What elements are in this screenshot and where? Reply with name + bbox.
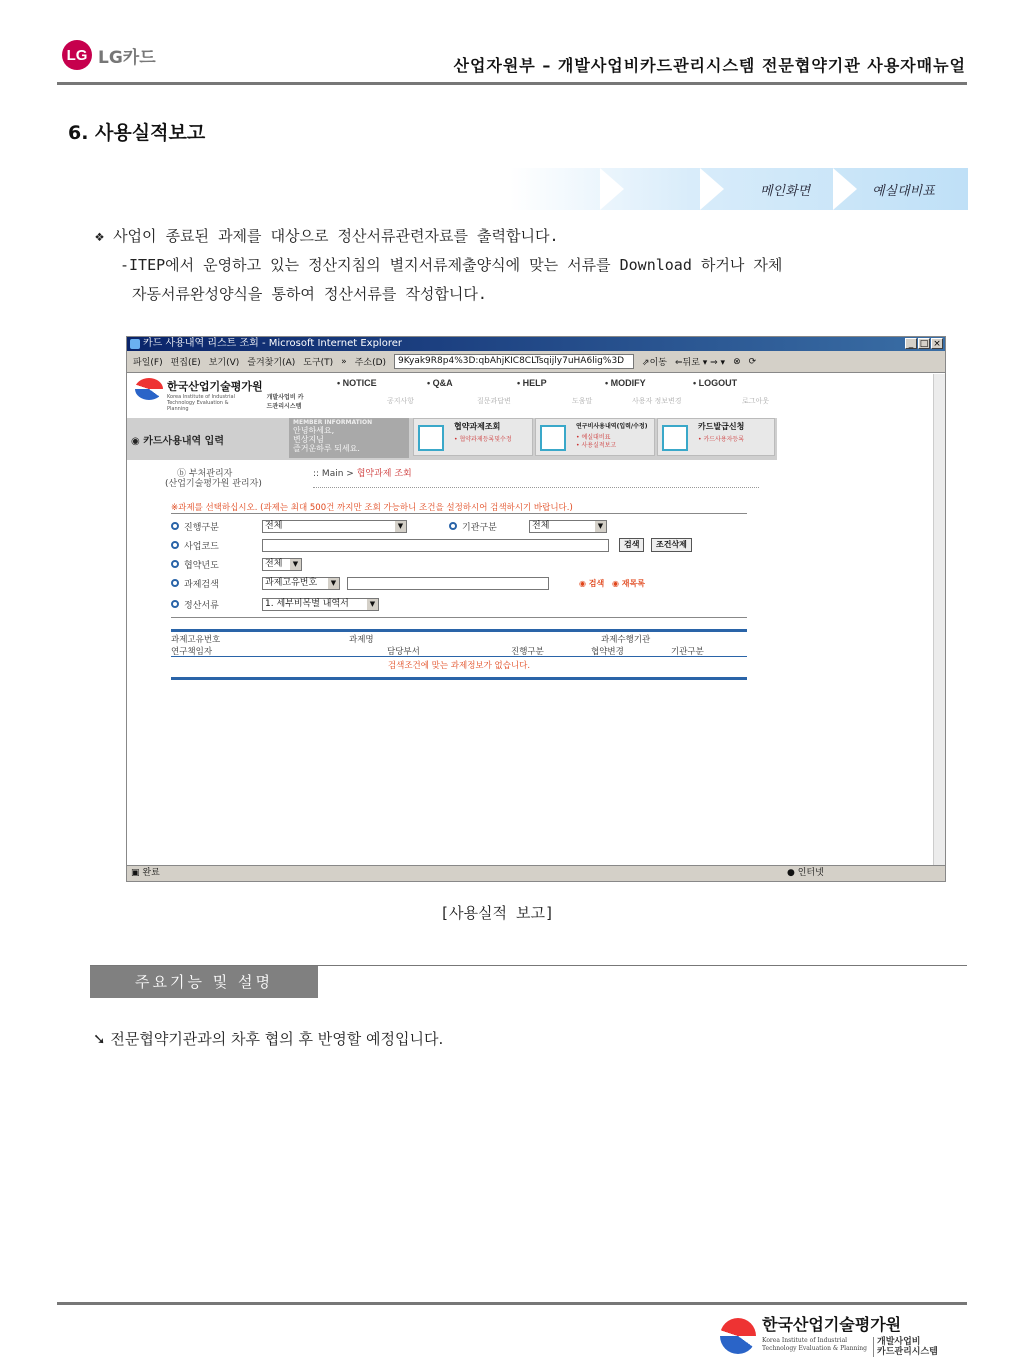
dropdown-arrow-icon: ▼ bbox=[595, 521, 606, 532]
agency-select[interactable]: 전체 ▼ bbox=[529, 520, 607, 533]
browser-status-bar bbox=[127, 865, 945, 881]
status-done: 완료 bbox=[142, 868, 160, 878]
crumb-main[interactable]: :: Main > bbox=[313, 469, 354, 479]
stop-icon[interactable]: ⊗ bbox=[733, 356, 741, 367]
maximize-icon[interactable]: □ bbox=[919, 339, 929, 349]
breadcrumb-current: 예실대비표 bbox=[872, 184, 935, 199]
year-select[interactable]: 전체 ▼ bbox=[262, 558, 302, 571]
description-line-2: -ITEP에서 운영하고 있는 정산지침의 별지서류제출양식에 맞는 서류를 Download 하거나 자체 bbox=[120, 256, 783, 274]
table-top-border bbox=[171, 629, 747, 632]
radio-dot-icon bbox=[171, 560, 179, 568]
ie-icon bbox=[130, 339, 140, 349]
status-select[interactable]: 전체 ▼ bbox=[262, 520, 407, 533]
table-header-row-1 bbox=[171, 633, 747, 644]
year-row bbox=[171, 555, 219, 573]
col-task-id: 과제고유번호 bbox=[171, 635, 221, 645]
site-org-en: Korea Institute of Industrial Technology Evaluation & Planning bbox=[167, 394, 235, 412]
menu-view[interactable]: 보기(V) bbox=[208, 358, 240, 368]
agency-label: 기관구분 bbox=[462, 522, 497, 533]
code-input[interactable] bbox=[262, 539, 609, 552]
dropdown-arrow-icon: ▼ bbox=[395, 521, 406, 532]
crumb-current: 협약과제 조회 bbox=[356, 469, 412, 479]
kitep-logo-icon bbox=[720, 1318, 756, 1354]
form-divider bbox=[171, 513, 747, 514]
minimize-icon[interactable]: _ bbox=[905, 338, 917, 349]
description-text: 사업이 종료된 과제를 대상으로 정산서류관련자료를 출력합니다. bbox=[113, 227, 559, 245]
doc-label: 정산서류 bbox=[184, 600, 219, 611]
task-reorder-link[interactable]: ◉ 재목록 bbox=[612, 579, 645, 588]
search-notice: ※과제를 선택하십시오. (과제는 최대 500건 까지만 조회 가능하니 조건을 설정하시어 검색하시기 바랍니다.) bbox=[171, 503, 573, 513]
footer-system-1: 개발사업비 bbox=[877, 1337, 921, 1347]
kitep-logo-icon bbox=[135, 378, 163, 400]
footer-system-2: 카드관리시스템 bbox=[877, 1347, 938, 1357]
nav-qna-sub: 질문과답변 bbox=[477, 397, 511, 405]
dropdown-arrow-icon: ▼ bbox=[367, 599, 378, 610]
figure-caption: [사용실적 보고] bbox=[440, 904, 555, 922]
col-researcher: 연구책임자 bbox=[171, 647, 213, 657]
footer-org-name: 한국산업기술평가원 bbox=[762, 1315, 902, 1334]
nav-help-sub: 도움말 bbox=[572, 397, 593, 405]
task-label: 과제검색 bbox=[184, 579, 219, 590]
card-item[interactable]: • 카드사용자등록 bbox=[698, 436, 745, 443]
nav-modify-sub: 사용자 정보변경 bbox=[632, 397, 682, 405]
member-info bbox=[289, 418, 409, 458]
menu-favorites[interactable]: 즐겨찾기(A) bbox=[247, 358, 296, 368]
form-divider bbox=[171, 617, 747, 618]
menu-card-usage[interactable] bbox=[535, 418, 655, 456]
card-title: 협약과제조회 bbox=[454, 422, 501, 431]
site-org-name: 한국산업기술평가원 bbox=[167, 380, 263, 393]
menu-file[interactable]: 파일(F) bbox=[133, 358, 163, 368]
lg-logo-text: LG카드 bbox=[98, 47, 156, 68]
left-menu-title[interactable]: ◉ 카드사용내역 입력 bbox=[131, 436, 224, 447]
back-button[interactable]: ⇐뒤로 ▾ ⇒ ▾ bbox=[674, 358, 726, 368]
footer-org-en-2: Technology Evaluation & Planning bbox=[762, 1345, 868, 1352]
member-name: 변상지님 bbox=[293, 435, 324, 444]
document-icon bbox=[418, 425, 444, 451]
breadcrumb-main: 메인화면 bbox=[760, 184, 811, 199]
agency-row bbox=[449, 517, 497, 535]
nav-qna[interactable]: • Q&A bbox=[427, 378, 453, 388]
close-icon[interactable]: × bbox=[931, 338, 943, 349]
chevron-decor bbox=[600, 168, 624, 210]
footer-logo bbox=[720, 1312, 938, 1357]
user-role: ⓑ 부처관리자 bbox=[177, 469, 233, 479]
document-header-title: 산업자원부 – 개발사업비카드관리시스템 전문협약기관 사용자매뉴얼 bbox=[453, 56, 966, 75]
menu-edit[interactable]: 편집(E) bbox=[170, 358, 201, 368]
nav-notice-sub: 공지사항 bbox=[387, 397, 415, 405]
footer-divider bbox=[57, 1302, 967, 1305]
footer-org-en-1: Korea Institute of Industrial bbox=[762, 1337, 848, 1344]
col-agreement-change: 협약변경 bbox=[591, 647, 624, 657]
lg-card-logo bbox=[62, 40, 156, 70]
section-title: 6. 사용실적보고 bbox=[68, 122, 206, 144]
task-row bbox=[171, 574, 219, 592]
description-line-3: 자동서류완성양식을 통하여 정산서류를 작성합니다. bbox=[132, 285, 487, 303]
menu-card-task-search[interactable] bbox=[413, 418, 533, 456]
dropdown-arrow-icon: ▼ bbox=[328, 578, 339, 589]
internet-zone: ● 인터넷 bbox=[787, 868, 824, 878]
nav-logout[interactable]: • LOGOUT bbox=[693, 378, 738, 388]
card-item[interactable]: • 협약과제등록및수정 bbox=[454, 436, 512, 443]
col-status: 진행구분 bbox=[511, 647, 544, 657]
page-breadcrumb bbox=[313, 466, 759, 488]
menu-more-icon[interactable]: » bbox=[341, 356, 347, 367]
year-label: 협약년도 bbox=[184, 560, 219, 571]
address-input[interactable]: 9Kyak9R8p4%3D:qbAhjKIC8CLTsqijly7uHA6lig%3D bbox=[394, 354, 634, 369]
chevron-decor bbox=[700, 168, 724, 210]
member-info-title: MEMBER INFORMATION bbox=[293, 419, 373, 426]
chevron-decor bbox=[833, 168, 857, 210]
radio-dot-icon bbox=[449, 522, 457, 530]
list-icon bbox=[540, 425, 566, 451]
task-search-link[interactable]: ◉ 검색 bbox=[579, 579, 605, 588]
member-message: 즐거운하루 되세요. bbox=[293, 444, 360, 453]
card-title: 연구비사용내역(입력/수정) bbox=[576, 423, 648, 430]
card-item[interactable]: • 사용실적보고 bbox=[576, 442, 617, 449]
card-icon bbox=[662, 425, 688, 451]
col-task-org: 과제수행기관 bbox=[601, 635, 651, 645]
features-tab: 주요기능 및 설명 bbox=[90, 966, 318, 998]
address-label: 주소(D) bbox=[354, 358, 387, 368]
col-department: 담당부서 bbox=[387, 647, 420, 657]
browser-title: 카드 사용내역 리스트 조회 - Microsoft Internet Explorer bbox=[143, 338, 402, 349]
task-input[interactable] bbox=[347, 577, 549, 590]
task-type-select[interactable]: 과제고유번호 ▼ bbox=[262, 577, 340, 590]
bullet-icon: ❖ bbox=[95, 227, 105, 245]
dropdown-arrow-icon: ▼ bbox=[290, 559, 301, 570]
refresh-icon[interactable]: ⟳ bbox=[748, 356, 757, 367]
browser-title-bar bbox=[127, 337, 945, 351]
site-logo bbox=[135, 378, 307, 412]
vertical-scrollbar[interactable] bbox=[933, 374, 945, 866]
card-item[interactable]: • 예실대비표 bbox=[576, 434, 611, 441]
menu-card-issue[interactable] bbox=[657, 418, 775, 456]
nav-help[interactable]: • HELP bbox=[517, 378, 547, 388]
nav-modify[interactable]: • MODIFY bbox=[605, 378, 646, 388]
code-row bbox=[171, 536, 219, 554]
col-task-name: 과제명 bbox=[349, 635, 374, 645]
doc-row bbox=[171, 595, 219, 613]
status-label: 진행구분 bbox=[184, 522, 219, 533]
go-button[interactable]: ⇗이동 bbox=[642, 358, 667, 368]
card-title: 카드발급신청 bbox=[698, 422, 745, 431]
status-row bbox=[171, 517, 219, 535]
browser-window bbox=[126, 336, 946, 882]
table-bottom-border bbox=[171, 677, 747, 680]
col-agency-type: 기관구분 bbox=[671, 647, 704, 657]
search-button[interactable]: 검색 bbox=[619, 538, 644, 552]
menu-tools[interactable]: 도구(T) bbox=[303, 358, 334, 368]
doc-select[interactable]: 1. 세부비목별 내역서 ▼ bbox=[262, 598, 379, 611]
page-icon: ▣ bbox=[131, 868, 140, 878]
radio-dot-icon bbox=[171, 600, 179, 608]
radio-dot-icon bbox=[171, 541, 179, 549]
browser-menubar bbox=[127, 351, 945, 373]
header-divider bbox=[57, 82, 967, 85]
code-label: 사업코드 bbox=[184, 541, 219, 552]
radio-dot-icon bbox=[171, 522, 179, 530]
table-empty-message: 검색조건에 맞는 과제정보가 없습니다. bbox=[387, 661, 531, 671]
radio-dot-icon bbox=[171, 579, 179, 587]
nav-notice[interactable]: • NOTICE bbox=[337, 378, 377, 388]
web-page-content bbox=[127, 374, 935, 866]
nav-logout-sub: 로그아웃 bbox=[742, 397, 770, 405]
site-system-name: 개발사업비 카드관리시스템 bbox=[266, 394, 304, 410]
lg-logo-icon: LG bbox=[62, 40, 92, 70]
features-description: 전문협약기관과의 차후 협의 후 반영할 예정입니다. bbox=[110, 1030, 444, 1048]
member-greeting: 안녕하세요, bbox=[293, 426, 335, 435]
description-line-1 bbox=[95, 225, 558, 246]
table-header-row-2 bbox=[171, 645, 747, 657]
features-text bbox=[93, 1028, 443, 1049]
reset-button[interactable]: 조건삭제 bbox=[651, 538, 692, 552]
user-org: (산업기술평가원 관리자) bbox=[165, 479, 262, 489]
arrow-icon: ➘ bbox=[93, 1030, 106, 1048]
